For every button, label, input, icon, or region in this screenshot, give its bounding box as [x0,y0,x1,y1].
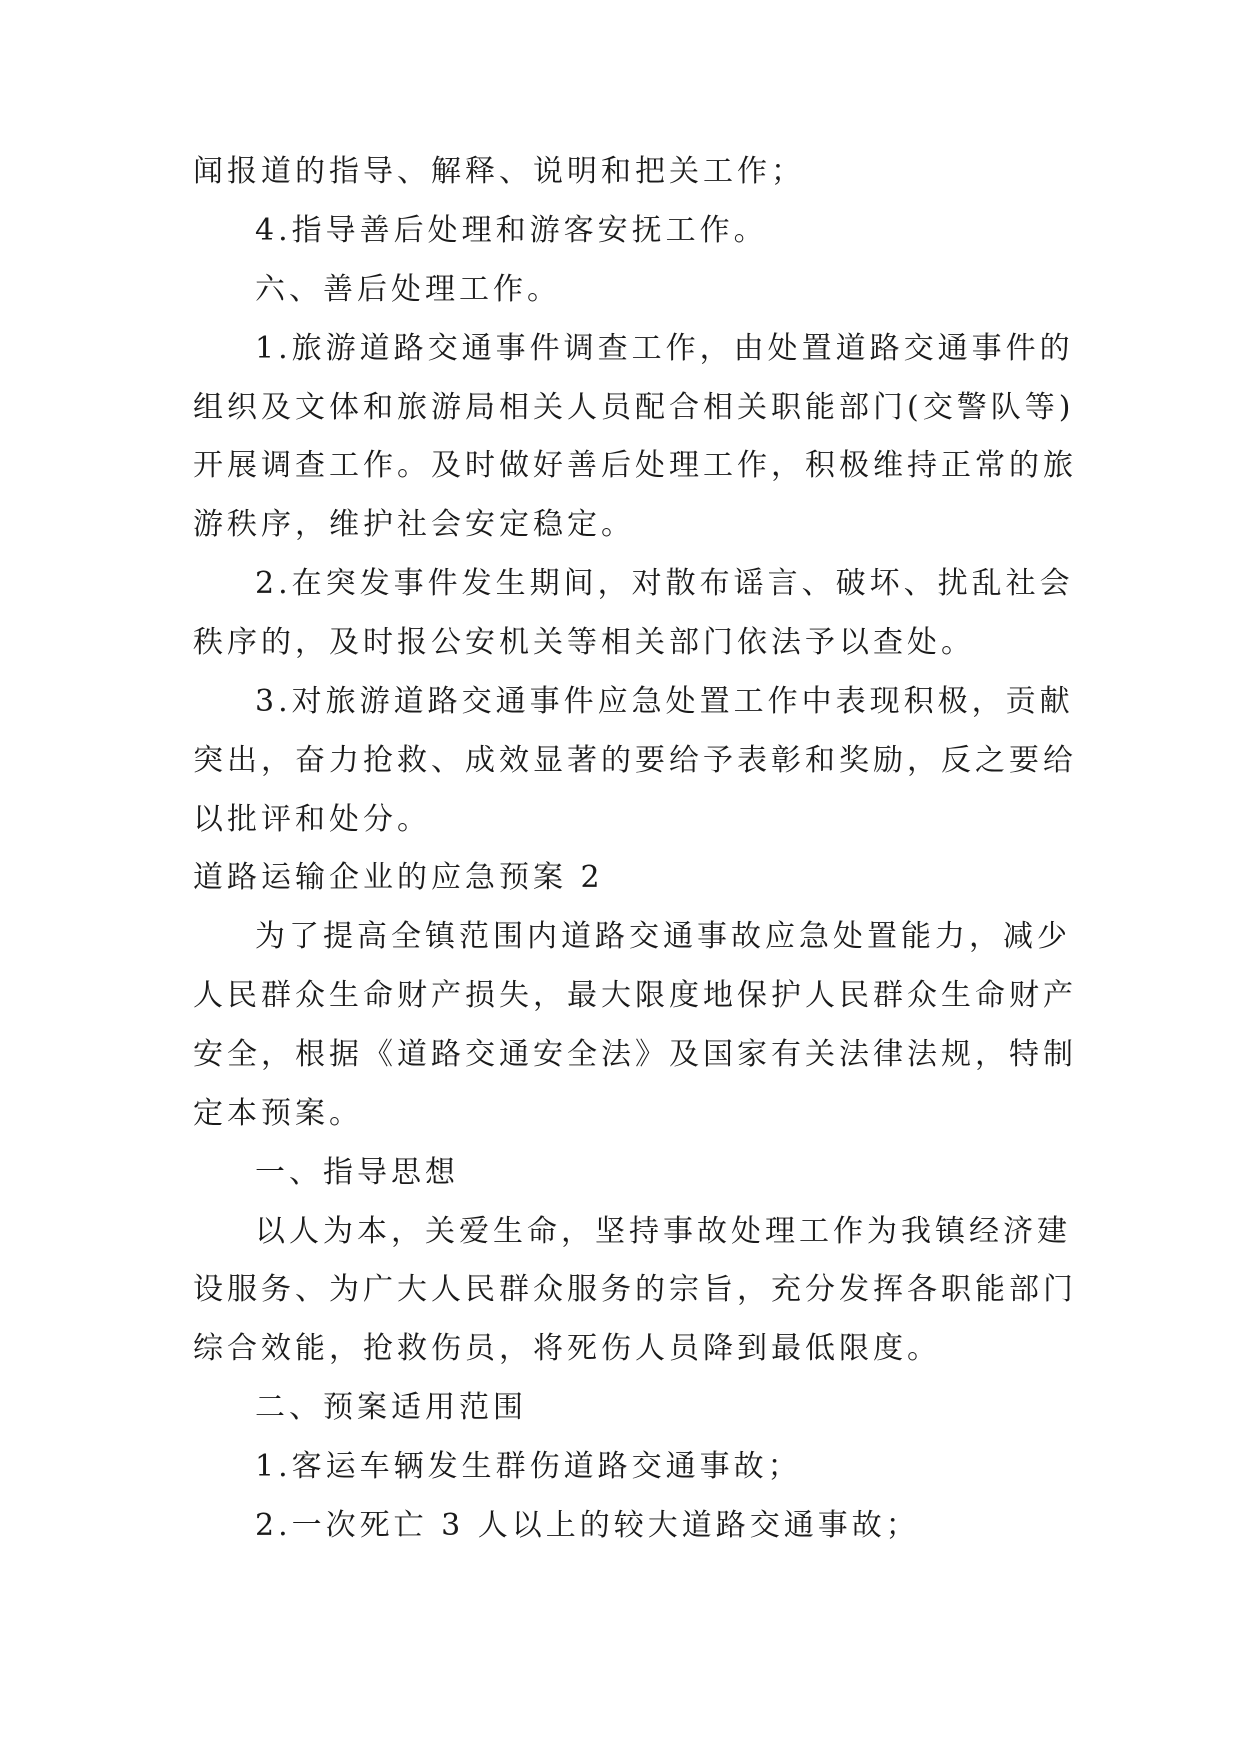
text-line: 以批评和处分。 [193,802,431,837]
text-line: 组织及文体和旅游局相关人员配合相关职能部门(交警队等) [193,390,1075,425]
text-line: 安全，根据《道路交通安全法》及国家有关法律法规，特制 [193,1037,1077,1072]
text-line: 闻报道的指导、解释、说明和把关工作； [193,154,805,189]
paragraph-start: 为了提高全镇范围内道路交通事故应急处置能力，减少 [255,919,1071,954]
text-line: 综合效能，抢救伤员，将死伤人员降到最低限度。 [193,1331,941,1366]
section-heading: 一、指导思想 [255,1155,459,1190]
section-heading: 六、善后处理工作。 [255,272,561,307]
text-line: 游秩序，维护社会安定稳定。 [193,507,635,542]
text-line: 定本预案。 [193,1096,363,1131]
paragraph-start: 以人为本，关爱生命，坚持事故处理工作为我镇经济建 [255,1214,1071,1249]
list-item: 1.客运车辆发生群伤道路交通事故； [255,1449,802,1484]
list-item: 3.对旅游道路交通事件应急处置工作中表现积极，贡献 [255,684,1074,719]
list-item: 2.一次死亡 3 人以上的较大道路交通事故； [255,1508,920,1543]
text-line: 突出，奋力抢救、成效显著的要给予表彰和奖励，反之要给 [193,743,1077,778]
text-line: 人民群众生命财产损失，最大限度地保护人民群众生命财产 [193,978,1077,1013]
list-item: 1.旅游道路交通事件调查工作，由处置道路交通事件的 [255,331,1074,366]
list-item: 4.指导善后处理和游客安抚工作。 [255,213,768,248]
text-line: 开展调查工作。及时做好善后处理工作，积极维持正常的旅 [193,448,1077,483]
text-line: 设服务、为广大人民群众服务的宗旨，充分发挥各职能部门 [193,1272,1077,1307]
section-heading: 二、预案适用范围 [255,1390,527,1425]
list-item: 2.在突发事件发生期间，对散布谣言、破坏、扰乱社会 [255,566,1074,601]
text-line: 秩序的，及时报公安机关等相关部门依法予以查处。 [193,625,975,660]
document-title: 道路运输企业的应急预案 2 [193,860,604,895]
